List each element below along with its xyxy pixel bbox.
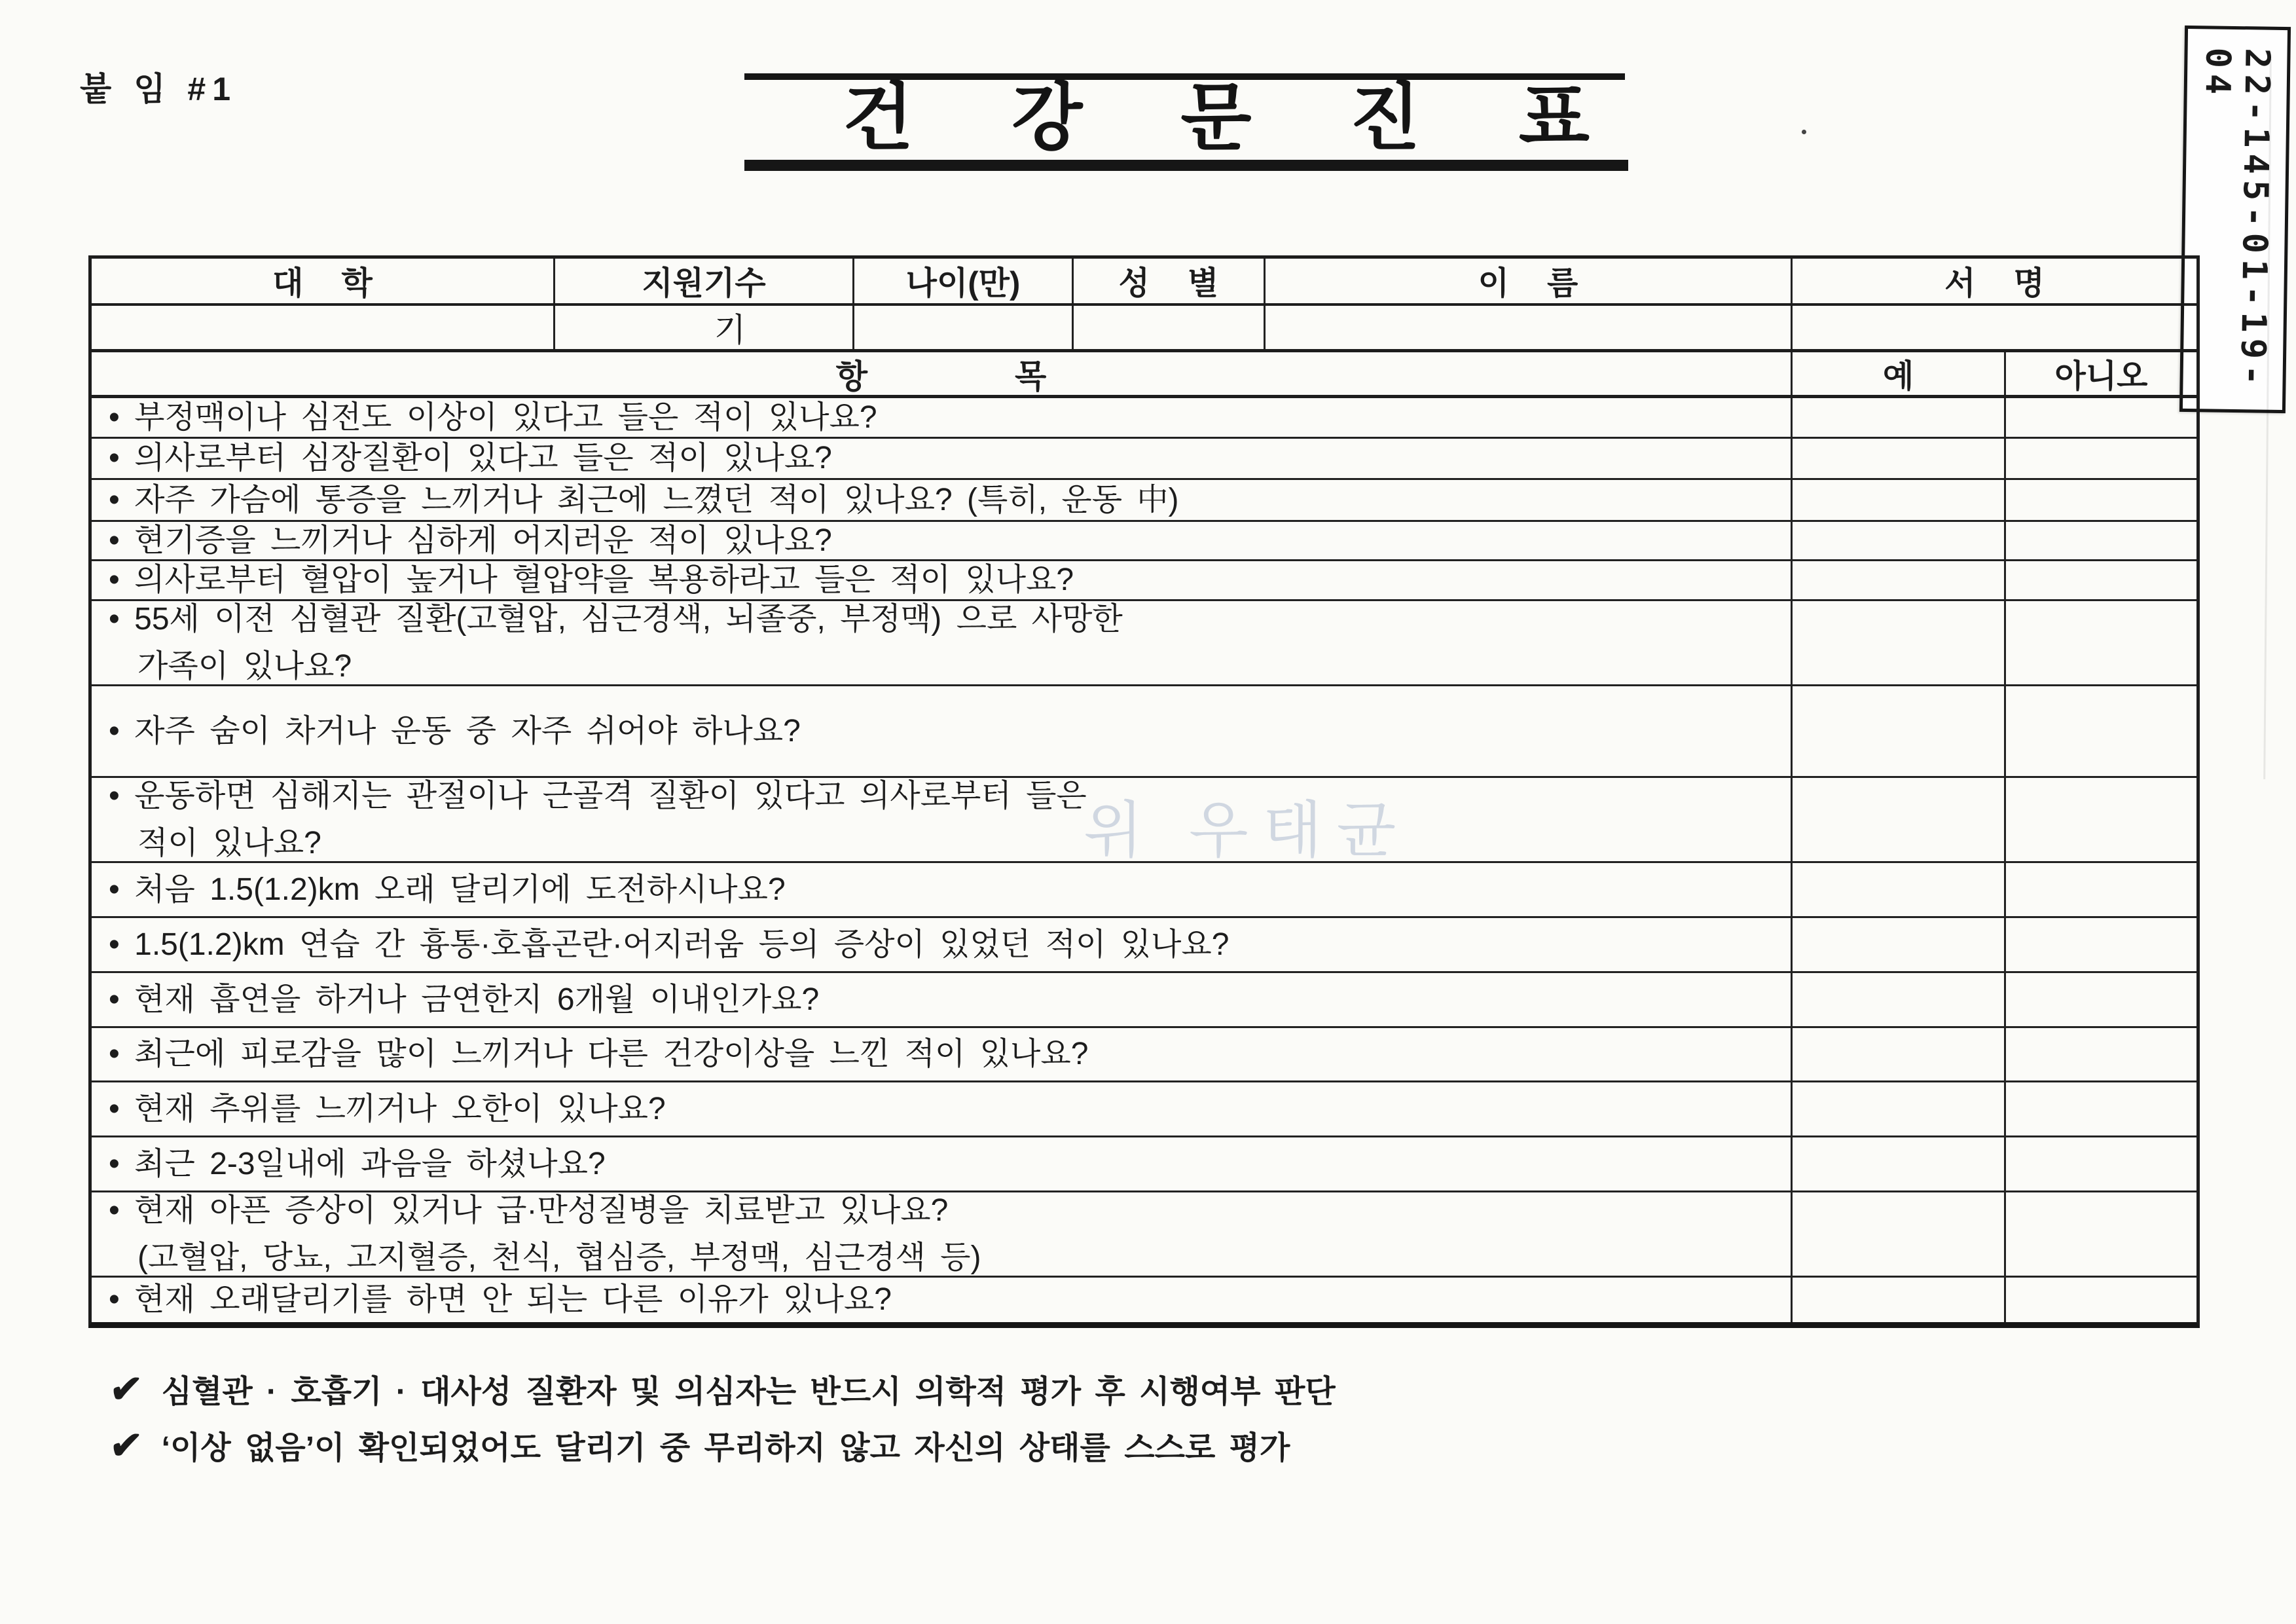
header-university: 대학	[272, 266, 410, 301]
answer-cell-yes[interactable]	[1791, 1192, 2004, 1276]
answer-cell-yes[interactable]	[1791, 863, 2004, 916]
signature-field[interactable]	[1791, 306, 2196, 349]
health-questionnaire-table	[88, 255, 2200, 1328]
footnote-medical-evaluation	[107, 1366, 1336, 1411]
header-yes: 예	[1791, 352, 2004, 395]
table-row	[92, 398, 2196, 439]
table-row	[92, 973, 2196, 1028]
check-icon: ✔	[107, 1367, 144, 1411]
question-text: • 현재 추위를 느끼거나 오한이 있나요?	[109, 1091, 666, 1126]
table-row	[92, 1192, 2196, 1278]
answer-cell-yes[interactable]	[1791, 601, 2004, 684]
age-field[interactable]	[852, 306, 1072, 349]
question-text: • 현재 흡연을 하거나 금연한지 6개월 이내인가요?	[109, 982, 820, 1017]
answer-cell-yes[interactable]	[1791, 439, 2004, 478]
header-age: 나이(만)	[852, 259, 1072, 303]
scan-speck	[1802, 130, 1806, 134]
table-row	[92, 686, 2196, 778]
attachment-label: 붙 임 #1	[80, 71, 237, 107]
table-row	[92, 778, 2196, 863]
table-row	[92, 1137, 2196, 1192]
answer-cell-yes[interactable]	[1791, 1028, 2004, 1080]
answer-cell-no[interactable]	[2004, 778, 2196, 861]
answer-cell-yes[interactable]	[1791, 522, 2004, 559]
question-text: • 1.5(1.2)km 연습 간 흉통·호흡곤란·어지러움 등의 증상이 있었던 적이 있나요?	[109, 927, 1230, 962]
header-application-class: 지원기수	[553, 259, 852, 303]
question-text: • 현재 아픈 증상이 있거나 급·만성질병을 치료받고 있나요? (고혈압, 당뇨, 고지혈증, 천식, 협심증, 부정맥, 심근경색 등)	[109, 1192, 981, 1275]
answer-cell-no[interactable]	[2004, 973, 2196, 1026]
answer-cell-yes[interactable]	[1791, 918, 2004, 971]
footnote-text: 심혈관 · 호흡기 · 대사성 질환자 및 의심자는 반드시 의학적 평가 후 시행여부 판단	[161, 1375, 1336, 1409]
page-title: 건강문진표	[843, 77, 1688, 158]
info-header-row	[92, 259, 2196, 306]
table-row	[92, 863, 2196, 918]
university-field[interactable]	[92, 306, 553, 349]
question-text: • 자주 숨이 차거나 운동 중 자주 쉬어야 하나요?	[109, 713, 801, 748]
header-gender: 성별	[1072, 259, 1264, 303]
serial-number: 22-145-01-19-04	[2197, 47, 2277, 392]
answer-cell-no[interactable]	[2004, 1028, 2196, 1080]
table-row	[92, 1028, 2196, 1082]
answer-cell-no[interactable]	[2004, 601, 2196, 684]
answer-cell-yes[interactable]	[1791, 561, 2004, 599]
table-row	[92, 439, 2196, 480]
application-class-field[interactable]	[553, 306, 852, 349]
table-row	[92, 522, 2196, 561]
answer-cell-yes[interactable]	[1791, 1082, 2004, 1135]
answer-cell-yes[interactable]	[1791, 973, 2004, 1026]
question-text: • 의사로부터 혈압이 높거나 혈압약을 복용하라고 들은 적이 있나요?	[109, 563, 1074, 597]
answer-cell-no[interactable]	[2004, 1082, 2196, 1135]
header-item: 항목	[835, 358, 1194, 395]
answer-cell-no[interactable]	[2004, 1137, 2196, 1190]
answer-cell-no[interactable]	[2004, 918, 2196, 971]
name-field[interactable]	[1264, 306, 1791, 349]
answer-cell-no[interactable]	[2004, 1192, 2196, 1276]
gender-field[interactable]	[1072, 306, 1264, 349]
footnote-self-assessment	[107, 1422, 1290, 1467]
header-signature: 서명	[1791, 259, 2196, 303]
bleed-through-watermark: 위 우태균	[1084, 796, 1411, 864]
answer-cell-no[interactable]	[2004, 398, 2196, 437]
table-row	[92, 1082, 2196, 1137]
answer-cell-no[interactable]	[2004, 522, 2196, 559]
question-text: • 55세 이전 심혈관 질환(고혈압, 심근경색, 뇌졸중, 부정맥) 으로 사망한 가족이 있나요?	[109, 601, 1123, 684]
table-row	[92, 480, 2196, 522]
answer-cell-no[interactable]	[2004, 686, 2196, 776]
check-icon: ✔	[107, 1424, 144, 1467]
answer-cell-no[interactable]	[2004, 561, 2196, 599]
question-text: • 처음 1.5(1.2)km 오래 달리기에 도전하시나요?	[109, 872, 786, 907]
answer-cell-yes[interactable]	[1791, 1278, 2004, 1322]
table-row	[92, 561, 2196, 601]
table-row	[92, 918, 2196, 973]
answer-cell-no[interactable]	[2004, 1278, 2196, 1322]
answer-cell-no[interactable]	[2004, 480, 2196, 520]
question-text: • 의사로부터 심장질환이 있다고 들은 적이 있나요?	[109, 441, 832, 475]
question-text: • 최근 2-3일내에 과음을 하셨나요?	[109, 1146, 606, 1181]
question-text: • 부정맥이나 심전도 이상이 있다고 들은 적이 있나요?	[109, 399, 877, 435]
question-text: • 현기증을 느끼거나 심하게 어지러운 적이 있나요?	[109, 523, 832, 558]
question-text: • 최근에 피로감을 많이 느끼거나 다른 건강이상을 느낀 적이 있나요?	[109, 1037, 1089, 1071]
answer-cell-yes[interactable]	[1791, 778, 2004, 861]
question-header-row	[92, 352, 2196, 398]
answer-cell-yes[interactable]	[1791, 398, 2004, 437]
answer-cell-yes[interactable]	[1791, 480, 2004, 520]
question-text: • 운동하면 심해지는 관절이나 근골격 질환이 있다고 의사로부터 들은 적이 있나요?	[109, 778, 1087, 860]
header-name: 이름	[1264, 259, 1791, 303]
answer-cell-yes[interactable]	[1791, 686, 2004, 776]
header-no: 아니오	[2004, 352, 2196, 395]
footnote-text: ‘이상 없음’이 확인되었어도 달리기 중 무리하지 않고 자신의 상태를 스스로 평가	[161, 1431, 1290, 1466]
answer-cell-no[interactable]	[2004, 439, 2196, 478]
answer-cell-no[interactable]	[2004, 863, 2196, 916]
info-input-row	[92, 306, 2196, 352]
table-row	[92, 601, 2196, 686]
table-row	[92, 1278, 2196, 1322]
title-rule-bottom	[744, 160, 1628, 171]
question-text: • 현재 오래달리기를 하면 안 되는 다른 이유가 있나요?	[109, 1282, 892, 1317]
answer-cell-yes[interactable]	[1791, 1137, 2004, 1190]
generation-suffix: 기	[714, 312, 746, 348]
question-text: • 자주 가슴에 통증을 느끼거나 최근에 느꼈던 적이 있나요? (특히, 운동 中)	[109, 482, 1179, 517]
